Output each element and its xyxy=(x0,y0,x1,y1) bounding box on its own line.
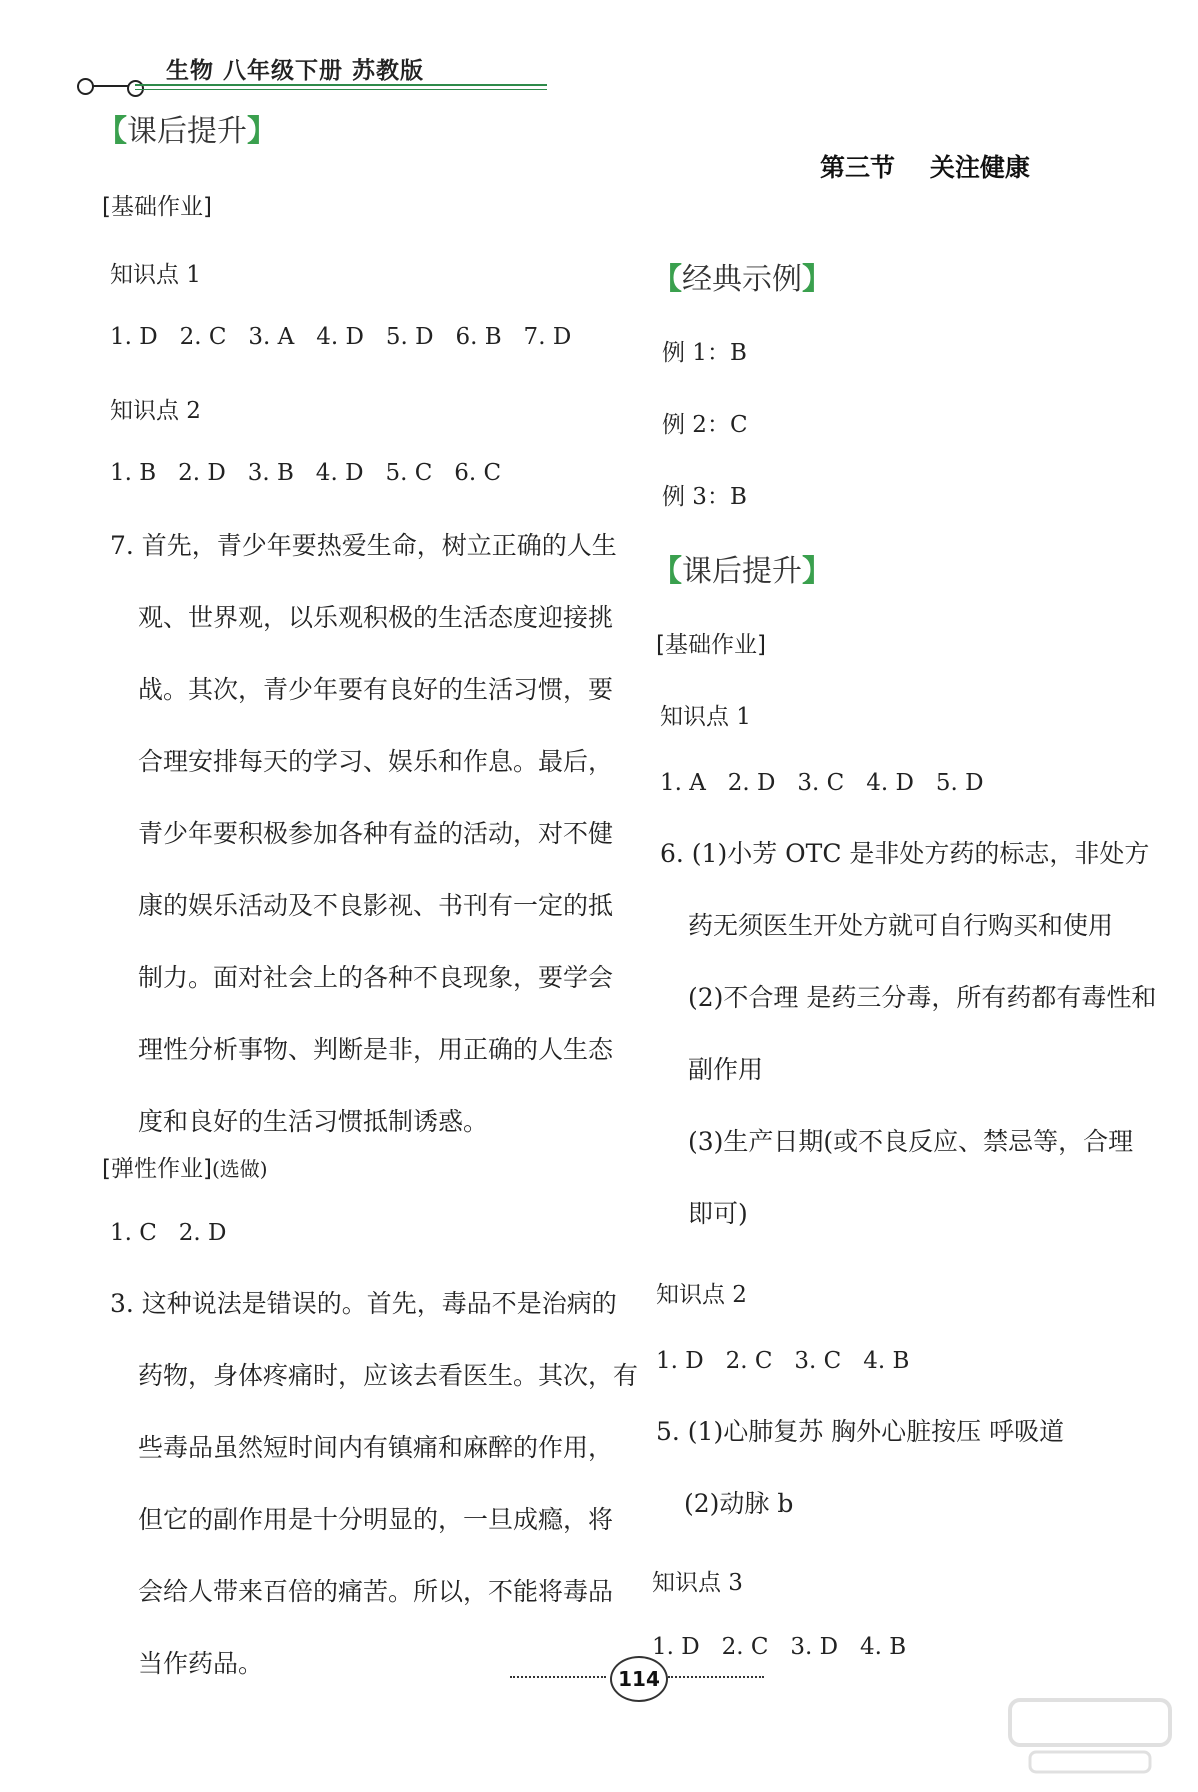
paragraph-line: 但它的副作用是十分明显的，一旦成瘾，将 xyxy=(138,1505,614,1534)
section-title: 第三节 关注健康 xyxy=(820,153,1030,182)
section-tag-classic-examples: 【经典示例】 xyxy=(652,262,832,297)
question-6-answer xyxy=(660,818,1156,1250)
knowledge-point-3-answers: 1. D 2. C 3. D 4. B xyxy=(652,1634,907,1660)
paragraph-line: (2)不合理 是药三分毒，所有药都有毒性和 xyxy=(688,983,1157,1012)
page-number: 114 xyxy=(618,1667,660,1691)
basic-homework-label: [基础作业] xyxy=(102,194,212,220)
paragraph-line: (3)生产日期(或不良反应、禁忌等，合理 xyxy=(688,1127,1134,1156)
header-circle-decoration xyxy=(77,78,94,95)
knowledge-point-3-label: 知识点 3 xyxy=(652,1570,743,1596)
paragraph-line: 康的娱乐活动及不良影视、书刊有一定的抵 xyxy=(138,891,614,920)
header-title: 生物 八年级下册 苏教版 xyxy=(166,58,425,84)
knowledge-point-1-answers: 1. D 2. C 3. A 4. D 5. D 6. B 7. D xyxy=(110,324,572,350)
elastic-homework-label: [弹性作业](选做) xyxy=(102,1156,268,1182)
question-5-answer xyxy=(656,1396,1064,1540)
paragraph-line: 度和良好的生活习惯抵制诱惑。 xyxy=(138,1107,489,1136)
paragraph-line: 当作药品。 xyxy=(138,1649,264,1678)
section-tag-after-class: 【课后提升】 xyxy=(97,114,277,149)
knowledge-point-2-answers: 1. D 2. C 3. C 4. B xyxy=(656,1348,910,1374)
paragraph-line: 战。其次，青少年要有良好的生活习惯，要 xyxy=(138,675,614,704)
page-number-dots-right xyxy=(668,1676,764,1678)
paragraph-line: 理性分析事物、判断是非，用正确的人生态 xyxy=(138,1035,614,1064)
section-tag-text: 课后提升 xyxy=(127,114,247,149)
knowledge-point-2-answers: 1. B 2. D 3. B 4. D 5. C 6. C xyxy=(110,460,502,486)
paragraph-line: 7. 首先，青少年要热爱生命，树立正确的人生 xyxy=(110,531,617,560)
question-7-answer xyxy=(110,510,617,1158)
optional-note: (选做) xyxy=(211,1157,268,1181)
section-tag-text: 课后提升 xyxy=(682,554,802,589)
knowledge-point-1-answers: 1. A 2. D 3. C 4. D 5. D xyxy=(660,770,984,796)
header-decoration-line xyxy=(90,85,132,87)
question-3-answer xyxy=(110,1268,638,1700)
elastic-homework-text: 弹性作业 xyxy=(110,1156,203,1182)
paragraph-line: 6. (1)小芳 OTC 是非处方药的标志，非处方 xyxy=(660,839,1150,868)
paragraph-line: 会给人带来百倍的痛苦。所以，不能将毒品 xyxy=(138,1577,614,1606)
elastic-answers: 1. C 2. D xyxy=(110,1220,227,1246)
header-rule xyxy=(135,89,547,90)
section-tag-after-class: 【课后提升】 xyxy=(652,554,832,589)
paragraph-line: (2)动脉 b xyxy=(684,1489,794,1518)
example-answer: 例 3：B xyxy=(662,484,747,510)
paragraph-line: 制力。面对社会上的各种不良现象，要学会 xyxy=(138,963,614,992)
example-answer: 例 1：B xyxy=(662,340,747,366)
paragraph-line: 观、世界观，以乐观积极的生活态度迎接挑 xyxy=(138,603,614,632)
basic-homework-label: [基础作业] xyxy=(656,632,766,658)
paragraph-line: 青少年要积极参加各种有益的活动，对不健 xyxy=(138,819,614,848)
page-number-dots-left xyxy=(510,1676,606,1678)
page-number-badge xyxy=(610,1656,668,1702)
section-tag-text: 经典示例 xyxy=(682,262,802,297)
paragraph-line: 副作用 xyxy=(688,1055,764,1084)
paragraph-line: 3. 这种说法是错误的。首先，毒品不是治病的 xyxy=(110,1289,617,1318)
paragraph-line: 合理安排每天的学习、娱乐和作息。最后， xyxy=(138,747,614,776)
paragraph-line: 些毒品虽然短时间内有镇痛和麻醉的作用， xyxy=(138,1433,614,1462)
knowledge-point-1-label: 知识点 1 xyxy=(660,704,751,730)
basic-homework-text: 基础作业 xyxy=(110,194,203,220)
paragraph-line: 药无须医生开处方就可自行购买和使用 xyxy=(688,911,1114,940)
paragraph-line: 药物，身体疼痛时，应该去看医生。其次，有 xyxy=(138,1361,639,1390)
example-answer: 例 2：C xyxy=(662,412,748,438)
basic-homework-text: 基础作业 xyxy=(664,632,757,658)
knowledge-point-2-label: 知识点 2 xyxy=(110,398,201,424)
knowledge-point-1-label: 知识点 1 xyxy=(110,262,201,288)
paragraph-line: 5. (1)心肺复苏 胸外心脏按压 呼吸道 xyxy=(656,1417,1065,1446)
knowledge-point-2-label: 知识点 2 xyxy=(656,1282,747,1308)
watermark-logo xyxy=(1000,1690,1180,1780)
paragraph-line: 即可) xyxy=(688,1199,748,1228)
